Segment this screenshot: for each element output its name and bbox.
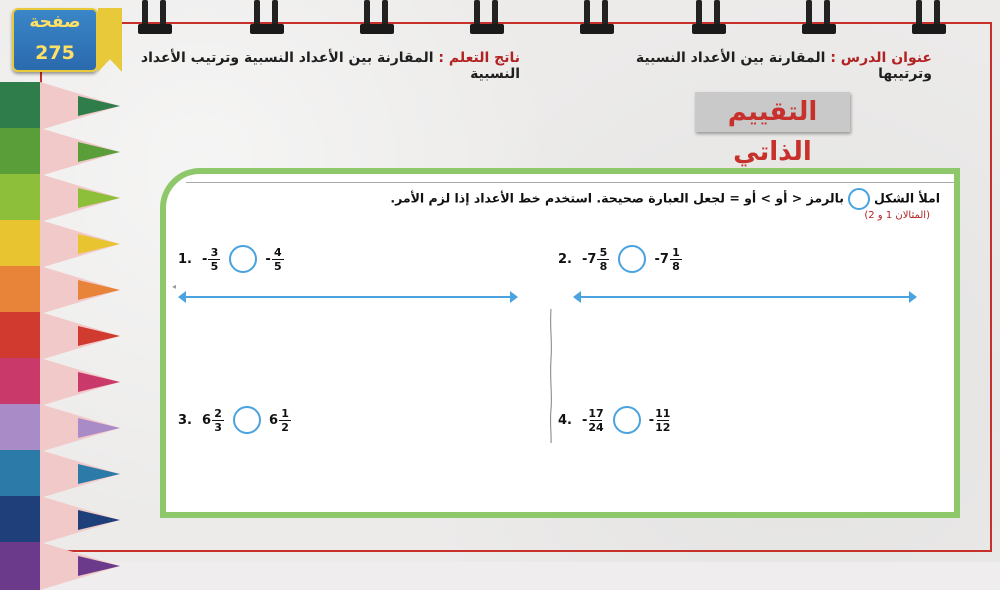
learning-outcome-key: ناتج التعلم : [438,50,520,66]
numerator: 11 [655,406,671,420]
binder-rings [120,0,1000,40]
numerator: 2 [214,406,222,420]
pencil-icon [0,496,120,544]
pencil-icon [0,128,120,176]
whole-part: 7 [587,251,597,267]
denominator: 8 [599,259,608,273]
page-number: 275 [35,42,75,64]
column-divider [550,242,552,510]
binder-ring-icon [912,0,946,36]
problem-1 [178,245,285,273]
page-number-badge [12,8,122,72]
mixed-number [202,247,221,272]
right-arrow-icon [909,291,917,303]
denominator: 3 [214,420,222,434]
number-sign: - [581,412,588,428]
numerator: 1 [672,245,680,259]
fraction [670,247,682,272]
denominator: 24 [588,420,604,434]
number-line-2[interactable] [573,291,917,303]
numerator: 4 [273,245,282,259]
denominator: 12 [655,420,671,434]
number-line-axis [579,296,911,298]
circle-shape-icon [848,188,870,210]
binder-ring-icon [360,0,394,36]
numerator: 5 [599,245,608,259]
bookmark-ribbon-icon [98,8,122,72]
pencil-icon [0,450,120,498]
whole-part: 6 [201,412,212,428]
fraction [272,247,284,272]
whole-part: 6 [269,412,279,428]
tiny-mark-icon: ◂ [172,282,177,291]
number-sign: - [654,251,660,267]
binder-ring-icon [692,0,726,36]
pencil-icon [0,312,120,360]
problem-number: 3. [178,412,192,428]
mixed-number [202,408,225,433]
problem-number: 2. [558,251,572,267]
mixed-number [269,408,292,433]
problem-number: 1. [178,251,192,267]
number-line-axis [184,296,512,298]
mixed-number [649,408,672,433]
instructions-part2: بالرمز < أو > أو = لجعل العبارة صحيحة. استخدم خط الأعداد إذا لزم الأمر. [390,190,844,206]
answer-circle-input[interactable] [233,406,261,434]
pencil-icon [0,542,120,590]
lesson-title-key: عنوان الدرس : [830,50,932,66]
whole-part: 7 [659,251,669,267]
right-arrow-icon [510,291,518,303]
number-sign: - [648,412,655,428]
instructions [170,188,940,210]
fraction [588,408,603,433]
learning-outcome [130,50,520,82]
pencil-icon [0,82,120,130]
answer-circle-input[interactable] [229,245,257,273]
page-label: صفحة [29,12,81,32]
mixed-number [582,247,610,272]
card-top-rule [186,182,956,183]
number-sign: - [581,251,588,267]
fraction [597,247,609,272]
learning-outcome-value: المقارنة بين الأعداد النسبية وترتيب الأعداد النسبية [140,50,520,82]
fraction [208,247,220,272]
mixed-number [265,247,284,272]
numerator: 1 [281,406,289,420]
answer-circle-input[interactable] [613,406,641,434]
lesson-title [612,50,932,82]
section-title: التقييم الذاتي [695,92,850,132]
numerator: 3 [210,245,219,259]
denominator: 5 [210,259,219,273]
denominator: 5 [273,259,282,273]
number-line-1[interactable] [178,291,518,303]
binder-ring-icon [802,0,836,36]
number-sign: - [265,251,271,267]
fraction [279,408,291,433]
problem-4 [558,406,671,434]
binder-ring-icon [250,0,284,36]
pencil-icon [0,266,120,314]
numerator: 17 [588,406,604,420]
binder-ring-icon [470,0,504,36]
lesson-title-value: المقارنة بين الأعداد النسبية وترتيبها [635,50,932,82]
problem-number: 4. [558,412,572,428]
fraction [655,408,670,433]
fraction [212,408,224,433]
pencil-icon [0,220,120,268]
binder-ring-icon [138,0,172,36]
number-sign: - [201,251,208,267]
pencil-icon [0,404,120,452]
problem-2 [558,245,683,273]
instructions-part1: املأ الشكل [874,190,940,206]
mixed-number [582,408,605,433]
pencil-icon [0,174,120,222]
answer-circle-input[interactable] [618,245,646,273]
pencil-icon [0,358,120,406]
binder-ring-icon [580,0,614,36]
mixed-number [654,247,682,272]
examples-reference: (المثالان 1 و 2) [864,210,930,221]
denominator: 8 [672,259,680,273]
denominator: 2 [281,420,289,434]
problem-3 [178,406,292,434]
pencil-border [0,82,120,562]
